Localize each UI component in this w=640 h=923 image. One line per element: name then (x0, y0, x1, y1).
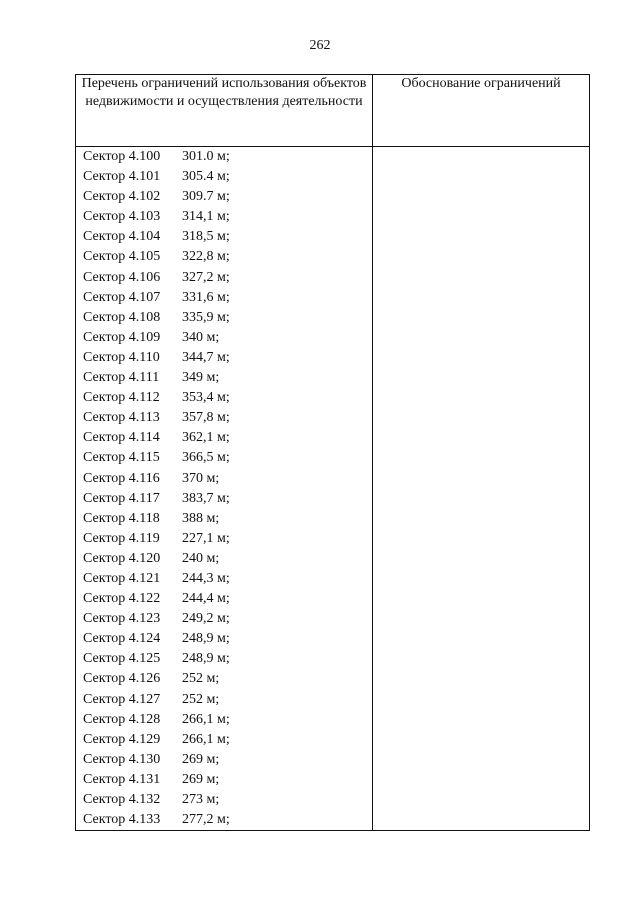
sector-label: Сектор 4.110 (83, 349, 160, 365)
sector-label: Сектор 4.130 (83, 751, 161, 767)
sector-value: 252 м; (182, 671, 220, 687)
sector-label: Сектор 4.124 (83, 631, 161, 647)
table-body-row (76, 147, 590, 831)
sector-label: Сектор 4.101 (83, 169, 161, 185)
sector-value: 248,9 м; (182, 631, 230, 647)
sector-value: 305.4 м; (182, 169, 230, 185)
sector-label: Сектор 4.116 (83, 470, 160, 486)
sector-value: 331,6 м; (182, 289, 230, 305)
list-item (76, 448, 372, 468)
sector-value: 252 м; (182, 691, 220, 707)
list-item (76, 669, 372, 689)
sector-value: 269 м; (182, 751, 220, 767)
sector-label: Сектор 4.105 (83, 249, 161, 265)
sector-label: Сектор 4.118 (83, 510, 160, 526)
list-item (76, 147, 372, 167)
sector-label: Сектор 4.104 (83, 229, 161, 245)
restrictions-list-cell (76, 147, 373, 831)
list-item (76, 509, 372, 529)
sector-label: Сектор 4.120 (83, 550, 161, 566)
sector-label: Сектор 4.119 (83, 530, 160, 546)
sector-value: 362,1 м; (182, 430, 230, 446)
sector-label: Сектор 4.131 (83, 771, 161, 787)
restrictions-table (75, 74, 590, 831)
sector-value: 353,4 м; (182, 390, 230, 406)
list-item (76, 247, 372, 267)
sector-label: Сектор 4.114 (83, 430, 160, 446)
sector-value: 266,1 м; (182, 731, 230, 747)
sector-value: 383,7 м; (182, 490, 230, 506)
list-item (76, 328, 372, 348)
sector-label: Сектор 4.115 (83, 450, 160, 466)
header-restrictions-list: Перечень ограничений использования объектов недвижимости и осуществления деятельности (76, 75, 373, 147)
sector-label: Сектор 4.107 (83, 289, 161, 305)
sector-label: Сектор 4.128 (83, 711, 161, 727)
sector-label: Сектор 4.125 (83, 651, 161, 667)
table-header-row (76, 75, 590, 147)
list-item (76, 489, 372, 509)
list-item (76, 629, 372, 649)
sector-value: 318,5 м; (182, 229, 230, 245)
sector-value: 227,1 м; (182, 530, 230, 546)
sector-value: 269 м; (182, 771, 220, 787)
list-item (76, 368, 372, 388)
list-item (76, 770, 372, 790)
list-item (76, 207, 372, 227)
page-number: 262 (309, 38, 331, 53)
sector-label: Сектор 4.108 (83, 309, 161, 325)
list-item (76, 428, 372, 448)
list-item (76, 589, 372, 609)
list-item (76, 690, 372, 710)
header-restrictions-basis: Обоснование ограничений (373, 75, 590, 147)
list-item (76, 529, 372, 549)
sector-value: 244,3 м; (182, 570, 230, 586)
sector-label: Сектор 4.103 (83, 209, 161, 225)
list-item (76, 790, 372, 810)
sector-value: 340 м; (182, 329, 220, 345)
sector-value: 335,9 м; (182, 309, 230, 325)
sector-value: 357,8 м; (182, 410, 230, 426)
sector-label: Сектор 4.129 (83, 731, 161, 747)
list-item (76, 187, 372, 207)
list-item (76, 810, 372, 830)
sector-value: 273 м; (182, 792, 220, 807)
list-item (76, 348, 372, 368)
list-item (76, 227, 372, 247)
sector-label: Сектор 4.121 (83, 570, 161, 586)
sector-value: 327,2 м; (182, 269, 230, 285)
list-item (76, 268, 372, 288)
sector-list (76, 147, 372, 830)
sector-label: Сектор 4.111 (83, 370, 160, 386)
list-item (76, 609, 372, 629)
restrictions-basis-cell (373, 147, 590, 831)
list-item (76, 167, 372, 187)
sector-label: Сектор 4.117 (83, 490, 160, 506)
list-item (76, 649, 372, 669)
sector-label: Сектор 4.102 (83, 189, 161, 205)
list-item (76, 408, 372, 428)
sector-value: 322,8 м; (182, 249, 230, 265)
sector-label: Сектор 4.133 (83, 812, 161, 828)
sector-value: 249,2 м; (182, 611, 230, 627)
sector-value: 266,1 м; (182, 711, 230, 727)
sector-value: 370 м; (182, 470, 220, 486)
sector-value: 248,9 м; (182, 651, 230, 667)
sector-label: Сектор 4.112 (83, 390, 160, 406)
sector-value: 314,1 м; (182, 209, 230, 225)
sector-value: 277,2 м; (182, 812, 230, 828)
sector-label: Сектор 4.122 (83, 591, 161, 607)
list-item (76, 730, 372, 750)
sector-value: 309.7 м; (182, 189, 230, 205)
sector-label: Сектор 4.132 (83, 792, 161, 807)
list-item (76, 569, 372, 589)
sector-value: 244,4 м; (182, 591, 230, 607)
list-item (76, 308, 372, 328)
sector-label: Сектор 4.113 (83, 410, 160, 426)
sector-value: 366,5 м; (182, 450, 230, 466)
sector-label: Сектор 4.106 (83, 269, 161, 285)
sector-value: 240 м; (182, 550, 220, 566)
list-item (76, 549, 372, 569)
sector-value: 388 м; (182, 510, 220, 526)
sector-label: Сектор 4.126 (83, 671, 161, 687)
sector-value: 349 м; (182, 370, 220, 386)
sector-label: Сектор 4.100 (83, 149, 161, 164)
sector-label: Сектор 4.123 (83, 611, 161, 627)
sector-label: Сектор 4.127 (83, 691, 161, 707)
list-item (76, 288, 372, 308)
list-item (76, 388, 372, 408)
sector-value: 301.0 м; (182, 149, 230, 164)
list-item (76, 710, 372, 730)
sector-value: 344,7 м; (182, 349, 230, 365)
list-item (76, 469, 372, 489)
sector-label: Сектор 4.109 (83, 329, 161, 345)
list-item (76, 750, 372, 770)
